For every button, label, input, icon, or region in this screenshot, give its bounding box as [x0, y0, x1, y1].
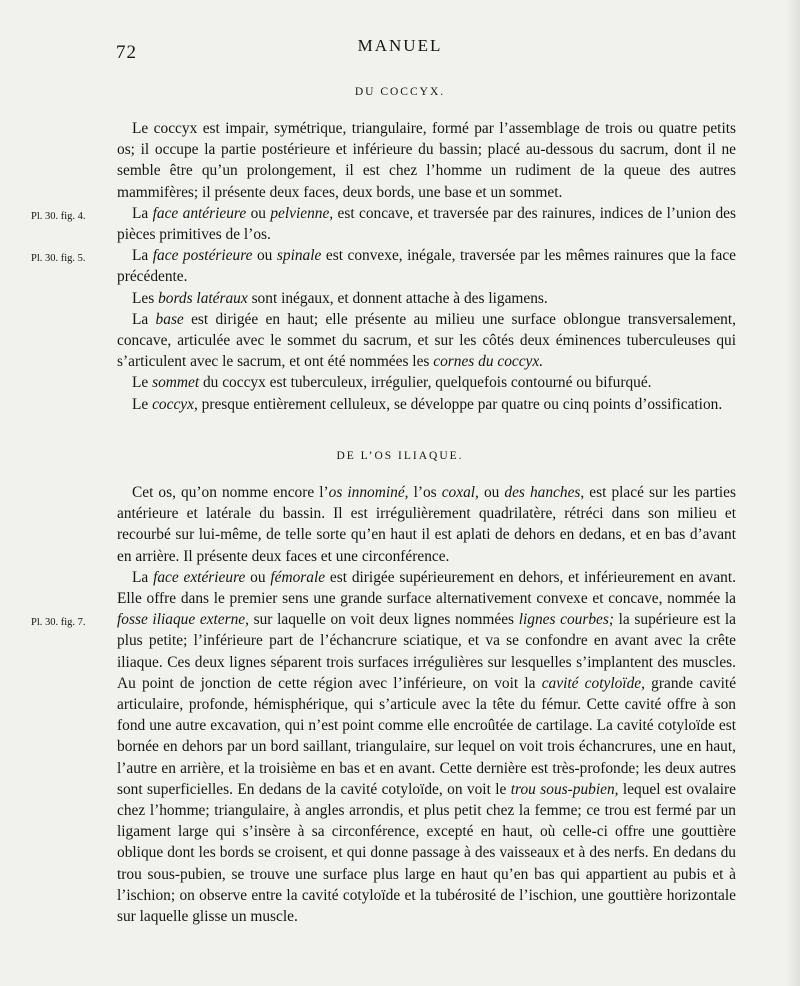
- text-run: du coccyx est tuberculeux, irrégulier, quelquefois contourné ou bifurqué.: [199, 374, 652, 392]
- text-run: lequel est ovalaire chez l’homme; triangulaire, à angles arrondis, et plus petit chez la femme; ce trou est fermé par un ligament large qui s’insère à sa circonférence, excepté en haut, où celle-ci offre une gouttière oblique dont les bords se croisent, et qui donne passage à des vaisseaux et à des nerfs. En dedans du trou sous-pubien, se trouve une surface plus large en haut qu’en bas qui appartient au pubis et à l’ischion; on observe entre la cavité cotyloïde et la tubérosité de l’ischion, une gouttière horizontale sur laquelle glisse un muscle.: [117, 780, 736, 926]
- plate-reference: Pl. 30. fig. 4.: [31, 210, 86, 222]
- italic-term: coxal,: [441, 484, 479, 501]
- plate-reference: Pl. 30. fig. 5.: [31, 253, 86, 265]
- text-run: sur laquelle on voit deux lignes nommées: [248, 611, 519, 629]
- section-heading-os-iliaque: DE L’OS ILIAQUE.: [336, 450, 464, 462]
- text-run: l’os: [408, 484, 442, 501]
- text-run: est convexe, inégale, traversée par les mêmes rainures que la face précédente.: [117, 247, 736, 286]
- italic-term: os innominé,: [328, 484, 409, 501]
- running-title: MANUEL: [357, 36, 443, 55]
- italic-term: pelvienne,: [270, 204, 334, 222]
- text-run: Cet os, qu’on nomme encore l’: [132, 484, 329, 501]
- italic-term: lignes courbes;: [518, 611, 614, 629]
- text-run: La: [132, 204, 153, 222]
- paragraph: [117, 372, 736, 393]
- text-run: , presque entièrement celluleux, se développe par quatre ou cinq points d’ossification.: [193, 395, 723, 413]
- italic-term: face extérieure: [153, 568, 246, 586]
- text-run: sont inégaux, et donnent attache à des ligamens.: [247, 289, 548, 307]
- italic-term: face postérieure: [152, 247, 253, 265]
- paragraph: [31, 203, 736, 245]
- section-heading-coccyx: DU COCCYX.: [354, 86, 446, 98]
- text-run: ou: [478, 484, 505, 501]
- italic-term: cornes du coccyx.: [433, 353, 544, 371]
- paragraph: [117, 118, 736, 203]
- text-run: ou: [245, 568, 271, 586]
- italic-term: coccyx: [152, 395, 194, 413]
- paragraph: [117, 309, 736, 373]
- text-run: Les: [132, 289, 159, 307]
- text-run: La: [132, 568, 154, 586]
- text-run: est dirigée supérieurement en dehors, et inférieurement en avant. Elle offre dans le premier sens une grande surface alternativement convexe et concave, nommée la: [117, 568, 736, 608]
- section-body-coccyx: [31, 118, 736, 415]
- page-number: 72: [116, 42, 137, 63]
- page-edge-shadow: [786, 0, 800, 986]
- text-run: grande cavité articulaire, profonde, hémisphérique, qui s’articule avec la tête du fémur. Cette cavité offre à son fond une autre excavation, qui n’est point comme elle encroûtée de cartilage. La cavité cotyloïde est bornée en dehors par un bord saillant, triangulaire, sur lequel on voit trois échancrures, une en haut, l’autre en arrière, et la troisième en bas et en avant. Cette dernière est très-profonde; les deux autres sont superficielles. En dedans de la cavité cotyloïde, on voit le: [117, 674, 737, 798]
- italic-term: sommet: [152, 374, 200, 392]
- italic-term: face antérieure: [152, 204, 247, 222]
- italic-term: fémorale: [270, 568, 326, 586]
- paragraph: [117, 482, 736, 567]
- text-run: est dirigée en haut; elle présente au milieu une surface oblongue transversalement, concave, articulée avec le sommet du sacrum, et sur les côtés deux éminences tuberculeuses qui s’articulent avec le sacrum, et ont été nommées les: [117, 310, 736, 371]
- section-body-os-iliaque: [31, 482, 737, 927]
- text-run: ou: [246, 204, 271, 222]
- text-run: Le coccyx est impair, symétrique, triangulaire, formé par l’assemblage de trois ou quatre petits os; il occupe la partie postérieure et inférieure du bassin; placé au-dessous du sacrum, dont il ne semble être qu’un prolongement, il est chez l’homme un rudiment de la queue des autres mammifères; il présente deux faces, deux bords, une base et un sommet.: [117, 120, 736, 201]
- italic-term: base: [155, 310, 184, 328]
- italic-term: trou sous-pubien,: [510, 780, 619, 798]
- italic-term: bords latéraux: [158, 289, 248, 307]
- paragraph: [31, 567, 737, 927]
- italic-term: des hanches: [504, 484, 581, 501]
- text-run: ou: [252, 247, 277, 265]
- text-run: La: [132, 310, 156, 328]
- paragraph: [31, 245, 736, 287]
- italic-term: cavité cotyloïde,: [541, 674, 645, 692]
- text-run: est concave, et traversée par des rainures, indices de l’union des pièces primitives de l’os.: [117, 204, 736, 244]
- italic-term: spinale: [276, 247, 322, 265]
- italic-term: fosse iliaque externe,: [117, 611, 249, 629]
- plate-reference: Pl. 30. fig. 7.: [31, 617, 86, 629]
- text-run: Le: [132, 395, 153, 413]
- text-run: la supérieure est la plus petite; l’inférieure part de l’échancrure sciatique, et va se confondre en avant avec la crête iliaque. Ces deux lignes séparent trois surfaces irrégulières sur lesquelles s’implantent des muscles. Au point de jonction de cette région avec l’inférieure, on voit la: [117, 611, 737, 692]
- text-run: , est placé sur les parties antérieure et latérale du bassin. Il est irrégulièrement quadrilatère, rétréci dans son milieu et recourbé sur lui-même, de telle sorte qu’en haut il est aplati de dehors en dedans, et en bas d’avant en arrière. Il présente deux faces et une circonférence.: [117, 484, 736, 565]
- text-run: La: [132, 247, 153, 265]
- paragraph: [117, 288, 736, 309]
- paragraph: [117, 394, 736, 415]
- text-run: Le: [132, 374, 153, 392]
